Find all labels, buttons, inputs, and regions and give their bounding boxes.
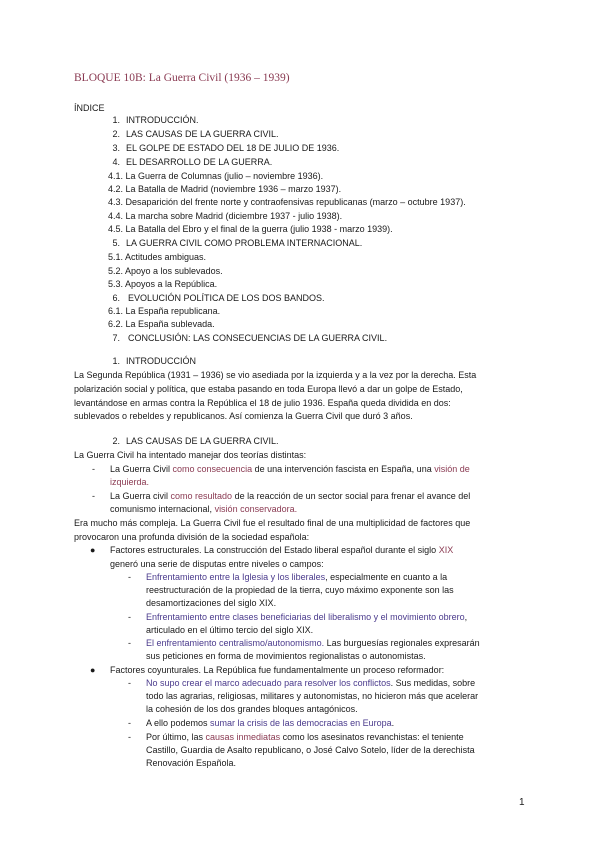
toc-subitem-4-4: 4.4. La marcha sobre Madrid (diciembre 1937 - julio 1938). <box>108 211 343 221</box>
section-number: 2. <box>112 436 120 446</box>
conflict-3: El enfrentamiento centralismo/autonomismo. Las burguesías regionales expresarán <box>146 638 480 648</box>
section-1-text: sublevados o rebeldes y republicanos. Así comienza la Guerra Civil que duró 3 años. <box>74 411 413 421</box>
toc-item-3: EL GOLPE DE ESTADO DEL 18 DE JULIO DE 1936. <box>126 143 340 153</box>
toc-subitem-5-1: 5.1. Actitudes ambiguas. <box>108 252 207 262</box>
round-bullet: ● <box>90 545 96 555</box>
dash-bullet: - <box>128 638 131 648</box>
toc-subitem-4-1: 4.1. La Guerra de Columnas (julio – noviembre 1936). <box>108 171 324 181</box>
toc-item-4: EL DESARROLLO DE LA GUERRA. <box>126 157 273 167</box>
index-label: ÍNDICE <box>74 103 105 113</box>
cause-3-cont: Renovación Española. <box>146 758 237 768</box>
conflict-2: Enfrentamiento entre clases beneficiarias del liberalismo y el movimiento obrero, <box>146 612 468 622</box>
paragraph: provocaron una profunda división de la sociedad española: <box>74 532 310 542</box>
dash-bullet: - <box>92 464 95 474</box>
dash-bullet: - <box>128 572 131 582</box>
section-2-intro: La Guerra Civil ha intentado manejar dos teorías distintas: <box>74 450 307 460</box>
conflict-1-cont: desamortizaciones del siglo XIX. <box>146 598 277 608</box>
theory-2-cont: comunismo internacional, visión conservadora. <box>110 504 298 514</box>
page-number: 1 <box>519 797 525 808</box>
toc-number: 3. <box>112 143 120 153</box>
toc-item-2: LAS CAUSAS DE LA GUERRA CIVIL. <box>126 129 279 139</box>
toc-item-7: CONCLUSIÓN: LAS CONSECUENCIAS DE LA GUERRA CIVIL. <box>128 333 388 343</box>
toc-subitem-5-3: 5.3. Apoyos a la República. <box>108 279 218 289</box>
toc-subitem-5-2: 5.2. Apoyo a los sublevados. <box>108 266 223 276</box>
section-1-text: levantándose en armas contra la República el 18 de julio 1936. España queda dividida en dos: <box>74 398 451 408</box>
cause-2: A ello podemos sumar la crisis de las democracias en Europa. <box>146 718 395 728</box>
conflict-3-cont: sus peticiones en forma de movimientos regionalistas o autonomistas. <box>146 651 426 661</box>
toc-item-1: INTRODUCCIÓN. <box>126 115 199 125</box>
factor-structural-cont: generó una serie de disputas entre niveles o campos: <box>110 559 324 569</box>
dash-bullet: - <box>128 718 131 728</box>
theory-1-cont: izquierda. <box>110 477 150 487</box>
toc-subitem-6-2: 6.2. La España sublevada. <box>108 319 215 329</box>
document-title: BLOQUE 10B: La Guerra Civil (1936 – 1939) <box>74 72 290 84</box>
round-bullet: ● <box>90 665 96 675</box>
theory-1: La Guerra Civil como consecuencia de una intervención fascista en España, una visión de <box>110 464 470 474</box>
toc-subitem-4-2: 4.2. La Batalla de Madrid (noviembre 1936 – marzo 1937). <box>108 184 342 194</box>
paragraph: Era mucho más compleja. La Guerra Civil fue el resultado final de una multiplicidad de factores que <box>74 518 471 528</box>
toc-item-5: LA GUERRA CIVIL COMO PROBLEMA INTERNACIONAL. <box>126 238 363 248</box>
toc-number: 6. <box>112 293 120 303</box>
toc-subitem-4-5: 4.5. La Batalla del Ebro y el final de la guerra (julio 1938 - marzo 1939). <box>108 224 393 234</box>
section-2-heading: LAS CAUSAS DE LA GUERRA CIVIL. <box>126 436 279 446</box>
factor-structural: Factores estructurales. La construcción del Estado liberal español durante el siglo XIX <box>110 545 454 555</box>
cause-3: Por último, las causas inmediatas como los asesinatos revanchistas: el teniente <box>146 732 464 742</box>
toc-subitem-6-1: 6.1. La España republicana. <box>108 306 221 316</box>
dash-bullet: - <box>92 491 95 501</box>
toc-item-6: EVOLUCIÓN POLÍTICA DE LOS DOS BANDOS. <box>128 293 325 303</box>
section-number: 1. <box>112 356 120 366</box>
conflict-1: Enfrentamiento entre la Iglesia y los liberales, especialmente en cuanto a la <box>146 572 448 582</box>
dash-bullet: - <box>128 732 131 742</box>
dash-bullet: - <box>128 612 131 622</box>
dash-bullet: - <box>128 678 131 688</box>
section-1-text: La Segunda República (1931 – 1936) se vio asediada por la izquierda y a la vez por la derecha. Esta <box>74 370 477 380</box>
theory-2: La Guerra civil como resultado de la reacción de un sector social para frenar el avance del <box>110 491 471 501</box>
conflict-2-cont: articulado en el último tercio del siglo XIX. <box>146 625 314 635</box>
cause-3-cont: Castillo, Guardia de Asalto republicano, o José Calvo Sotelo, líder de la derechista <box>146 745 475 755</box>
toc-number: 4. <box>112 157 120 167</box>
section-1-text: polarización social y política, que estaba pasando en toda Europa llevó a dar un golpe de Estado, <box>74 384 463 394</box>
cause-1-cont: todo las agrarias, religiosas, militares y autonomistas, no hicieron más que acelerar <box>146 691 479 701</box>
section-1-heading: INTRODUCCIÓN <box>126 356 196 366</box>
toc-subitem-4-3: 4.3. Desaparición del frente norte y contraofensivas republicanas (marzo – octubre 1937). <box>108 197 466 207</box>
cause-1-cont: la cohesión de los dos grandes bloques antagónicos. <box>146 704 358 714</box>
factor-conjunctural: Factores coyunturales. La República fue fundamentalmente un proceso reformador: <box>110 665 445 675</box>
toc-number: 1. <box>112 115 120 125</box>
toc-number: 2. <box>112 129 120 139</box>
cause-1: No supo crear el marco adecuado para resolver los conflictos. Sus medidas, sobre <box>146 678 476 688</box>
toc-number: 7. <box>112 333 120 343</box>
toc-number: 5. <box>112 238 120 248</box>
conflict-1-cont: reestructuración de la propiedad de la tierra, cuyo máximo exponente son las <box>146 585 454 595</box>
